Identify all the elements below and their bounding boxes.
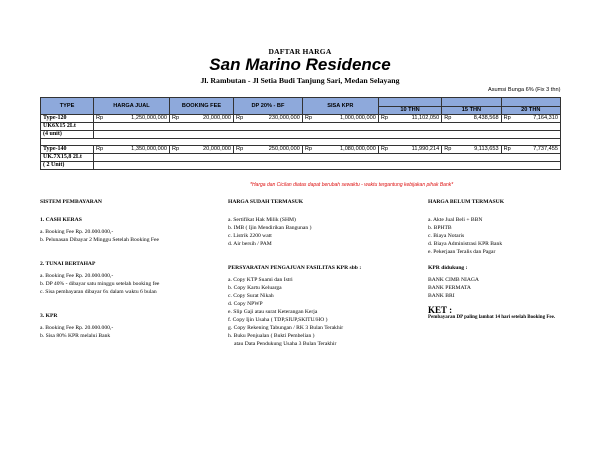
header-type: TYPE — [41, 98, 94, 115]
table-row — [41, 115, 561, 123]
t20-cell: 7,164,310 — [516, 115, 561, 123]
list-item: BANK BRI — [428, 293, 455, 299]
currency-label: Rp — [442, 146, 457, 154]
currency-label: Rp — [302, 115, 317, 123]
t10-cell: 11,102,050 — [393, 115, 442, 123]
list-item: atau Data Pendukung Usaha 3 Bulan Terakhir — [234, 341, 337, 347]
ket-text: Pembayaran DP paling lambat 14 hari setelah Booking Fee. — [428, 315, 556, 320]
cash-title: 1. CASH KERAS — [40, 217, 82, 223]
size-cell: UK6X15 2Lt — [41, 123, 94, 131]
header-15thn: 15 THN — [442, 107, 501, 115]
empty-cell — [94, 162, 561, 170]
t15-cell: 8,438,568 — [456, 115, 501, 123]
section-title: HARGA BELUM TERMASUK — [428, 199, 505, 205]
list-item: g. Copy Rekening Tabungan / RK 3 Bulan Terakhir — [228, 325, 344, 331]
header-booking: BOOKING FEE — [169, 98, 233, 115]
booking-cell: 20,000,000 — [184, 146, 234, 154]
list-item: a. Sertifikat Hak Milik (SHM) — [228, 217, 296, 223]
sisa-cell: 1,000,000,000 — [317, 115, 378, 123]
list-item: c. Listrik 2200 watt — [228, 233, 272, 239]
kpr-title: 3. KPR — [40, 313, 58, 319]
table-row — [41, 131, 561, 139]
dp-cell: 230,000,000 — [248, 115, 302, 123]
harga-termasuk-section — [228, 198, 418, 348]
currency-label: Rp — [442, 115, 457, 123]
page-title: San Marino Residence — [209, 55, 391, 74]
tunai-title: 2. TUNAI BERTAHAP — [40, 261, 96, 267]
harga-cell: 1,250,000,000 — [108, 115, 169, 123]
list-item: BANK PERMATA — [428, 285, 471, 291]
small-title: DAFTAR HARGA — [268, 47, 332, 56]
table-row — [41, 123, 561, 131]
currency-label: Rp — [378, 115, 393, 123]
interest-note: Asumsi Bunga 6% (Fix 3 thn) — [488, 87, 561, 93]
list-item: d. Biaya Administrasi KPR Bank — [428, 241, 503, 247]
currency-label: Rp — [234, 146, 249, 154]
t15-cell: 9,113,653 — [456, 146, 501, 154]
header-sisa: SISA KPR — [302, 98, 378, 115]
header-dp: DP 20% - BF — [234, 98, 303, 115]
currency-label: Rp — [94, 115, 109, 123]
price-table — [40, 97, 561, 170]
table-row — [41, 162, 561, 170]
currency-label: Rp — [501, 146, 516, 154]
list-item: c. Sisa pembayaran dibayar 6x dalam waktu 6 bulan — [40, 289, 157, 295]
t20-cell: 7,737,455 — [516, 146, 561, 154]
list-item: BANK CIMB NIAGA — [428, 277, 479, 283]
list-item: b. Copy Kartu Keluarga — [228, 285, 282, 291]
section-title: SISTEM PEMBAYARAN — [40, 199, 102, 205]
empty-cell — [94, 131, 561, 139]
header-tenor-blank — [378, 98, 441, 107]
section-title: KPR didukung : — [428, 265, 468, 271]
list-item: d. Air bersih / PAM — [228, 241, 272, 247]
currency-label: Rp — [94, 146, 109, 154]
list-item: f. Copy Ijin Usaha ( TDP,SIUP,SKITU/HO ) — [228, 317, 328, 323]
list-item: b. DP 40% - dibayar satu minggu setelah booking fee — [40, 281, 160, 287]
list-item: b. Sisa 80% KPR melalui Bank — [40, 333, 111, 339]
list-item: c. Copy Surat Nikah — [228, 293, 274, 299]
header-tenor-blank — [501, 98, 560, 107]
ket-title: KET : — [428, 305, 453, 315]
list-item: e. Slip Gaji atau surat Keterangan Kerja — [228, 309, 318, 315]
empty-cell — [94, 123, 561, 131]
type-cell: Type-140 — [41, 146, 94, 154]
address: Jl. Rambutan - Jl Setia Budi Tanjung Sari, Medan Selayang — [200, 76, 400, 85]
list-item: b. IMB ( Ijin Mendirikan Bangunan ) — [228, 225, 312, 231]
list-item: a. Booking Fee Rp. 20.000.000,- — [40, 325, 114, 331]
list-item: a. Copy KTP Suami dan Istri — [228, 277, 293, 283]
section-title: PERSYARATAN PENGAJUAN FASILITAS KPR sbb : — [228, 265, 362, 271]
header-harga: HARGA JUAL — [94, 98, 170, 115]
sistem-pembayaran-section — [40, 198, 225, 340]
currency-label: Rp — [169, 146, 184, 154]
units-cell: ( 2 Unit) — [41, 162, 94, 170]
list-item: b. BPHTB — [428, 225, 452, 231]
list-item: d. Copy NPWP — [228, 301, 263, 307]
booking-cell: 20,000,000 — [184, 115, 234, 123]
harga-belum-section — [428, 198, 588, 322]
list-item: e. Pekerjaan Teralis dan Pagar — [428, 249, 496, 255]
table-row — [41, 154, 561, 162]
list-item: b. Pelunasan Dibayar 2 Minggu Setelah Booking Fee — [40, 237, 160, 243]
currency-label: Rp — [302, 146, 317, 154]
size-cell: UK.7X15,8 2Lt — [41, 154, 94, 162]
type-cell: Type-120 — [41, 115, 94, 123]
header-10thn: 10 THN — [378, 107, 441, 115]
currency-label: Rp — [501, 115, 516, 123]
table-row — [41, 146, 561, 154]
currency-label: Rp — [234, 115, 249, 123]
table-spacer-row — [41, 139, 561, 146]
list-item: c. Biaya Notaris — [428, 233, 465, 239]
currency-label: Rp — [378, 146, 393, 154]
list-item: a. Akte Jual Beli + BBN — [428, 217, 483, 223]
price-disclaimer: *Harga dan Cicilan diatas dapat berubah sewaktu - waktu tergantung kebijakan pihak Bank* — [250, 182, 454, 188]
table-header-row — [41, 98, 561, 107]
harga-cell: 1,350,000,000 — [108, 146, 169, 154]
sisa-cell: 1,080,000,000 — [317, 146, 378, 154]
list-item: h. Buku Penjualan ( Bukti Pembelian ) — [228, 333, 315, 339]
empty-cell — [41, 139, 561, 146]
section-title: HARGA SUDAH TERMASUK — [228, 199, 304, 205]
header-20thn: 20 THN — [501, 107, 560, 115]
list-item: a. Booking Fee Rp. 20.000.000,- — [40, 229, 114, 235]
t10-cell: 11,990,214 — [393, 146, 442, 154]
header-tenor-blank — [442, 98, 501, 107]
dp-cell: 250,000,000 — [248, 146, 302, 154]
currency-label: Rp — [169, 115, 184, 123]
list-item: a. Booking Fee Rp. 20.000.000,- — [40, 273, 114, 279]
units-cell: (4 unit) — [41, 131, 94, 139]
empty-cell — [94, 154, 561, 162]
